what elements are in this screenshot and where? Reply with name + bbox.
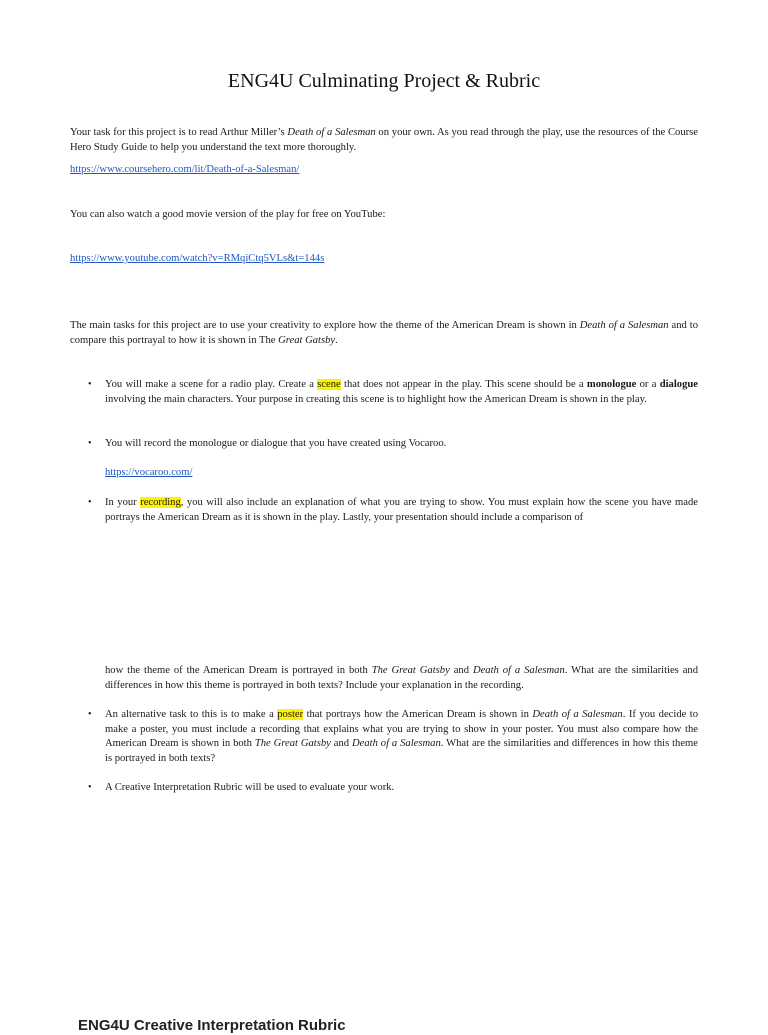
bold-monologue: monologue — [586, 379, 637, 390]
vocaroo-link[interactable]: https://vocaroo.com/ — [105, 467, 193, 478]
intro-paragraph — [70, 126, 698, 155]
bullet-marker: • — [88, 438, 92, 449]
bullet-radio-play — [105, 378, 698, 407]
bullet-marker: • — [88, 497, 92, 508]
highlight-scene: scene — [317, 379, 341, 390]
rubric-heading: ENG4U Creative Interpretation Rubric — [78, 1017, 346, 1034]
main-tasks-before: The main tasks for this project are to use your creativity to explore how the theme of the American Dream is shown in — [70, 320, 580, 331]
bullet-rubric: A Creative Interpretation Rubric will be used to evaluate your work. — [105, 782, 395, 793]
bullet-marker: • — [88, 709, 92, 720]
bullet-text-part: , you will also include an explanation of what you are trying to show. You must explain how the scene you have made portrays the American Dream as it is shown in the play. Lastly, your presentation should include a comparison of — [105, 497, 698, 523]
bullet-vocaroo: You will record the monologue or dialogue that you have created using Vocaroo. — [105, 438, 447, 449]
bullet-text-part: . If you decide to make a poster, you must include a recording that explains what you are trying to show in your poster. You must also compare how the American Dream is shown in both — [105, 709, 698, 750]
gatsby-title: Great Gatsby — [278, 334, 336, 346]
play-title: Death of a Salesman — [472, 665, 565, 676]
bullet-poster — [105, 708, 698, 766]
bullet-recording-continued — [105, 664, 698, 693]
bullet-marker: • — [88, 782, 92, 793]
bullet-text-part: that does not appear in the play. This scene should be a — [340, 379, 587, 390]
bullet-text-part: or a — [636, 379, 660, 390]
main-tasks-after: . — [335, 334, 338, 346]
intro-before: Your task for this project is to read Arthur Miller’s — [70, 127, 288, 138]
bullet-text-part: involving the main characters. Your purpose in creating this scene is to highlight how the American Dream is shown in the play. — [105, 393, 647, 405]
bullet-text-part: . What are the similarities and differences in how this theme is portrayed in both texts? — [105, 738, 698, 764]
intro-after: on your own. As you read through the play, use the resources of the Course Hero Study Guide to help you understand the text more thoroughly. — [70, 127, 698, 153]
play-title: Death of a Salesman — [287, 127, 376, 138]
bold-dialogue: dialogue — [659, 379, 698, 390]
youtube-link[interactable]: https://www.youtube.com/watch?v=RMqiCtq5VLs&t=144s — [70, 253, 325, 264]
movie-paragraph: You can also watch a good movie version of the play for free on YouTube: — [70, 209, 386, 220]
play-title: Death of a Salesman — [351, 738, 441, 750]
highlight-poster: poster — [277, 709, 304, 720]
highlight-recording: recording — [140, 497, 181, 508]
page-title: ENG4U Culminating Project & Rubric — [227, 70, 541, 92]
bullet-recording — [105, 496, 698, 525]
gatsby-title: The Great Gatsby — [371, 665, 450, 676]
bullet-text-part: that portrays how the American Dream is shown in — [303, 709, 533, 720]
continuation-part: how the theme of the American Dream is portrayed in both — [105, 665, 372, 676]
bullet-text-part: An alternative task to this is to make a — [105, 709, 278, 720]
play-title: Death of a Salesman — [532, 709, 623, 720]
gatsby-title: The Great Gatsby — [254, 738, 331, 750]
continuation-part: . What are the similarities and differences in how this theme is portrayed in both texts? Include your explanation in the recording. — [105, 665, 699, 691]
continuation-part: and — [449, 665, 473, 676]
bullet-text-part: You will make a scene for a radio play. Create a — [105, 379, 318, 390]
bullet-marker: • — [88, 379, 92, 390]
bullet-text-part: In your — [105, 497, 141, 508]
play-title: Death of a Salesman — [579, 320, 669, 331]
main-tasks-paragraph — [70, 319, 698, 348]
bullet-text-part: and — [330, 738, 352, 750]
main-tasks-middle: and to compare this portrayal to how it is shown in The — [70, 320, 699, 346]
coursehero-link[interactable]: https://www.coursehero.com/lit/Death-of-a-Salesman/ — [70, 164, 300, 175]
